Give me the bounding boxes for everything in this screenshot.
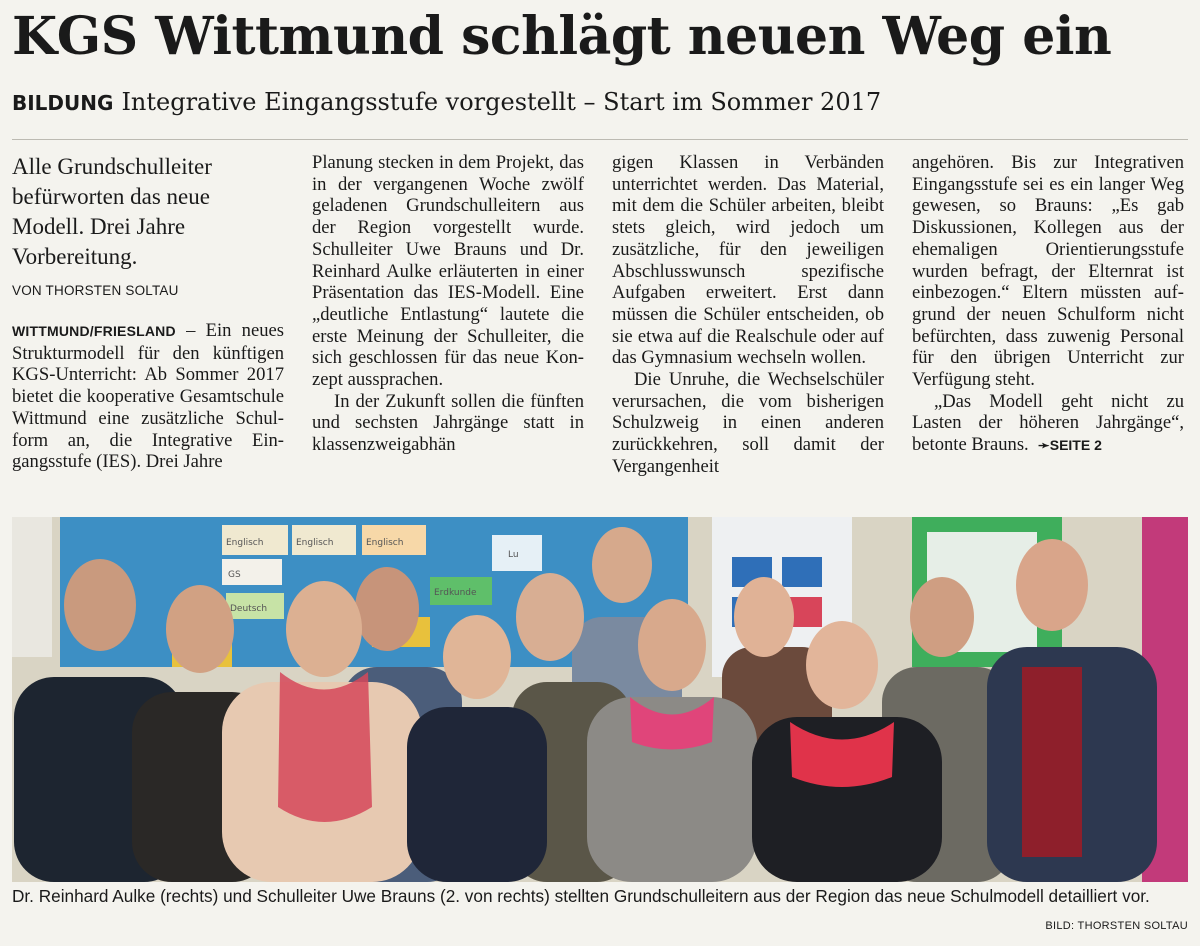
group-photo xyxy=(12,517,1188,882)
closing-quote: „Das Modell geht nicht zu Lasten der höheren Jahrgänge“, betonte Brauns. xyxy=(912,390,1184,456)
article-column-1 xyxy=(12,152,284,473)
teaser: Alle Grundschulleiter befürworten das neue Modell. Drei Jahre Vorbereitung. xyxy=(12,154,212,269)
photo-credit: BILD: THORSTEN SOLTAU xyxy=(1045,920,1188,932)
article-column-4 xyxy=(912,152,1184,457)
dateline: WITTMUND/FRIESLAND xyxy=(12,323,176,339)
body-paragraph: Die Unruhe, die Wechselschüler verursachen, die vom bisherigen Schulzweig in einen anderen zurückkehren, soll damit der Vergangenheit xyxy=(612,369,884,477)
arrow-right-icon: ➛ xyxy=(1038,437,1050,454)
subtitle: Integrative Eingangsstufe vorgestellt – Start im Sommer 2017 xyxy=(121,88,882,116)
page-reference[interactable] xyxy=(1038,437,1102,453)
board-label: Englisch xyxy=(296,538,334,548)
board-label: Lu xyxy=(508,550,519,560)
board-label: Englisch xyxy=(226,538,264,548)
board-label: Deutsch xyxy=(230,604,268,614)
body-paragraph xyxy=(912,391,1184,457)
subheadline xyxy=(12,86,881,119)
divider-rule xyxy=(12,139,1188,140)
body-paragraph: angehören. Bis zur Integrativen Eingangsstufe sei es ein langer Weg gewesen, so Brauns: „Es gab Diskussionen, Kollegen aus der ehemaligen Orientierungsstufe wurden befragt, der Elternrat ist einbezogen.“ Eltern müssten aufgrund der neuen Schulform nicht befürchten, dass zuwenig Personal für den übrigen Unterricht zur Verfügung steht. xyxy=(912,152,1184,391)
lead-text: – Ein neues Strukturmodell für den künftigen KGS-Unterricht: Ab Sommer 2017 bietet die kooperative Gesamtschule Wittmund eine zusätzliche Schulform an, die Integrative Eingangsstufe (IES). Drei Jahre xyxy=(12,320,284,473)
board-label: GS xyxy=(228,570,241,580)
body-paragraph: In der Zukunft sollen die fünften und sechsten Jahrgänge statt in klassenzweigabhän xyxy=(312,390,584,456)
board-label: Englisch xyxy=(366,538,404,548)
body-paragraph: gigen Klassen in Verbänden unterrichtet werden. Das Material, mit dem die Schüler arbeiten, bleibt stets gleich, wird jedoch um zusätzliche, für den jeweiligen Abschlusswunsch spezifische Aufgaben erweitert. Erst dann müssen die Schüler entscheiden, ob sie etwa auf die Realschule oder auf das Gymnasium wechseln wollen. xyxy=(612,152,884,369)
map-poster xyxy=(12,517,52,657)
headline: KGS Wittmund schlägt neuen Weg ein xyxy=(12,6,1112,67)
pictogram xyxy=(782,557,822,587)
kicker-label: BILDUNG xyxy=(12,91,114,115)
board-label: Erdkunde xyxy=(434,588,477,598)
lead-paragraph xyxy=(12,320,284,473)
article-column-3 xyxy=(612,152,884,478)
body-paragraph: Planung stecken in dem Projekt, das in der vergangenen Woche zwölf geladenen Grundschulleitern aus der Region vorgestellt wurde. Schulleiter Uwe Brauns und Dr. Reinhard Aulke erläuterten in einer Präsentation das IES-Modell. Eine „deutliche Entlastung“ lautete die erste Meinung der Schulleiter, die sich geschlossen für das neue Konzept aussprachen. xyxy=(312,152,584,391)
page-reference-label: SEITE 2 xyxy=(1049,437,1102,454)
photo-caption: Dr. Reinhard Aulke (rechts) und Schulleiter Uwe Brauns (2. von rechts) stellten Grundschulleitern aus der Region das neue Schulmodell detailliert vor. xyxy=(12,886,1150,906)
group-photo-illustration xyxy=(12,517,1188,882)
article-column-2 xyxy=(312,152,584,456)
byline: VON THORSTEN SOLTAU xyxy=(12,283,179,298)
